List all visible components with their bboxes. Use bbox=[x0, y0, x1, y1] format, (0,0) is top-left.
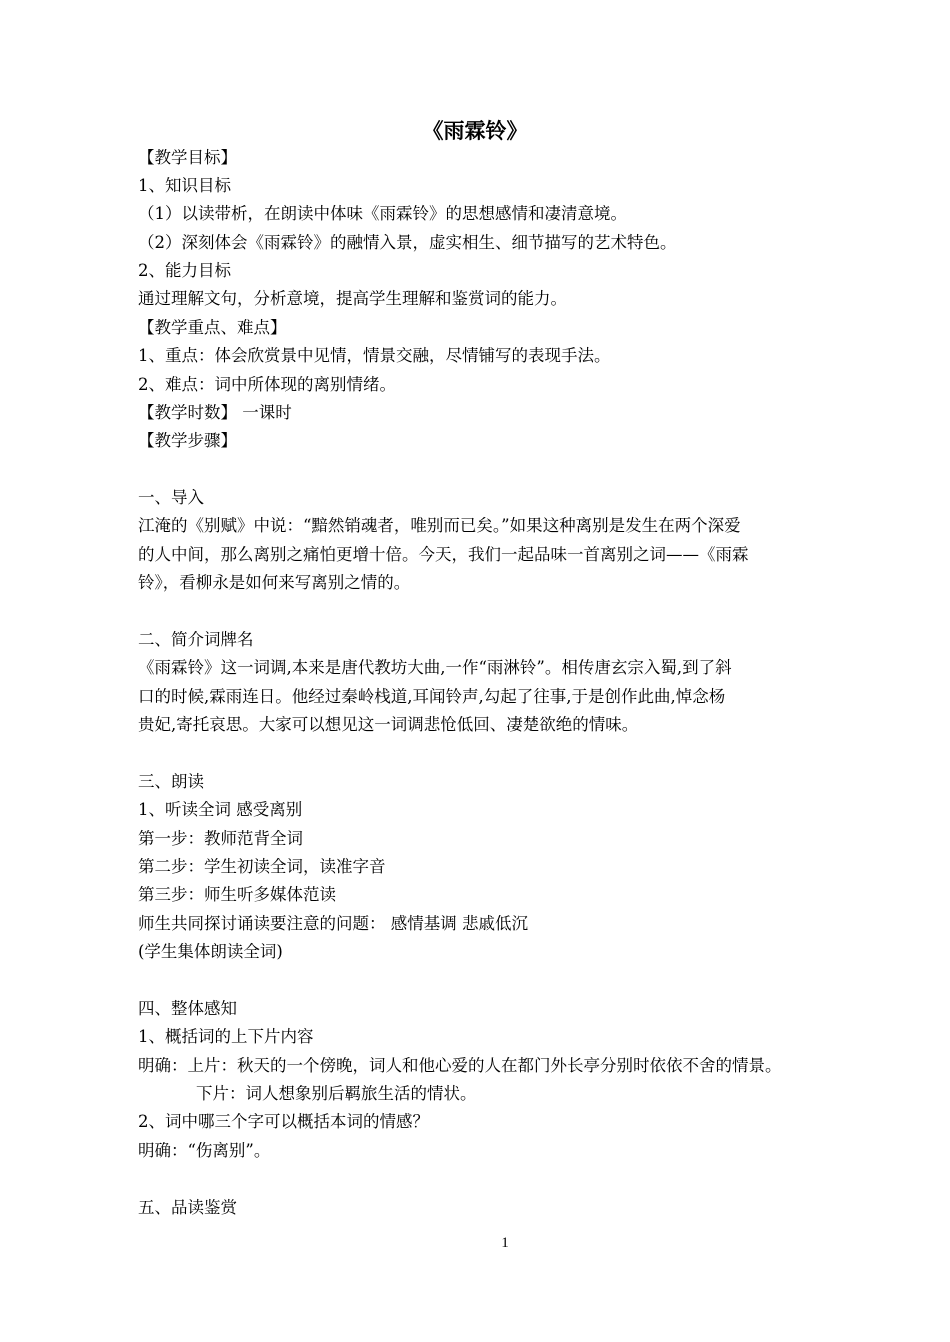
page-number: 1 bbox=[501, 1235, 509, 1251]
perception-item-2: 2、词中哪三个字可以概括本词的情感？ bbox=[138, 1112, 429, 1131]
section-heading-overall-perception: 四、整体感知 bbox=[138, 999, 237, 1018]
reading-step-1: 第一步：教师范背全词 bbox=[138, 829, 303, 848]
reading-group-note: (学生集体朗读全词) bbox=[138, 942, 283, 961]
perception-answer-upper: 明确：上片：秋天的一个傍晚，词人和他心爱的人在都门外长亭分别时依依不舍的情景。 bbox=[138, 1056, 782, 1075]
subheading-ability-objectives: 2、能力目标 bbox=[138, 261, 231, 280]
section-heading-reading: 三、朗读 bbox=[138, 772, 204, 791]
heading-class-hours: 【教学时数】 一课时 bbox=[138, 403, 292, 422]
cipai-paragraph-line-2: 口的时候,霖雨连日。他经过秦岭栈道,耳闻铃声,勾起了往事,于是创作此曲,悼念杨 bbox=[138, 687, 726, 706]
heading-key-points: 【教学重点、难点】 bbox=[138, 318, 287, 337]
section-heading-cipai: 二、简介词牌名 bbox=[138, 630, 254, 649]
reading-step-2: 第二步：学生初读全词，读准字音 bbox=[138, 857, 386, 876]
section-heading-appreciation: 五、品读鉴赏 bbox=[138, 1198, 237, 1217]
cipai-paragraph-line-1: 《雨霖铃》这一词调,本来是唐代教坊大曲,一作“雨淋铃”。相传唐玄宗入蜀,到了斜 bbox=[138, 658, 732, 677]
objective-item-2: （2）深刻体会《雨霖铃》的融情入景，虚实相生、细节描写的艺术特色。 bbox=[138, 233, 677, 252]
cipai-paragraph-line-3: 贵妃,寄托哀思。大家可以想见这一词调悲怆低回、凄楚欲绝的情味。 bbox=[138, 715, 639, 734]
reading-discussion: 师生共同探讨诵读要注意的问题： 感情基调 悲戚低沉 bbox=[138, 914, 528, 933]
introduction-paragraph-line-2: 的人中间，那么离别之痛怕更增十倍。今天，我们一起品味一首离别之词——《雨霖 bbox=[138, 545, 749, 564]
section-heading-introduction: 一、导入 bbox=[138, 488, 204, 507]
difficulty-item: 2、难点：词中所体现的离别情绪。 bbox=[138, 375, 396, 394]
objective-item-1: （1）以读带析，在朗读中体味《雨霖铃》的思想感情和凄清意境。 bbox=[138, 204, 627, 223]
heading-teaching-steps: 【教学步骤】 bbox=[138, 431, 237, 450]
ability-objective-text: 通过理解文句，分析意境，提高学生理解和鉴赏词的能力。 bbox=[138, 289, 567, 308]
introduction-paragraph-line-3: 铃》，看柳永是如何来写离别之情的。 bbox=[138, 573, 411, 592]
perception-answer-lower: 下片：词人想象别后羁旅生活的情状。 bbox=[196, 1084, 477, 1103]
reading-step-3: 第三步：师生听多媒体范读 bbox=[138, 885, 336, 904]
perception-answer-2: 明确：“伤离别”。 bbox=[138, 1141, 271, 1160]
introduction-paragraph-line-1: 江淹的《别赋》中说：“黯然销魂者，唯别而已矣。”如果这种离别是发生在两个深爱 bbox=[138, 516, 741, 535]
heading-teaching-objectives: 【教学目标】 bbox=[138, 148, 237, 167]
key-point-item: 1、重点：体会欣赏景中见情，情景交融，尽情铺写的表现手法。 bbox=[138, 346, 611, 365]
document-title: 《雨霖铃》 bbox=[422, 119, 528, 143]
subheading-knowledge-objectives: 1、知识目标 bbox=[138, 176, 231, 195]
perception-item-1: 1、概括词的上下片内容 bbox=[138, 1027, 314, 1046]
reading-item-listen: 1、听读全词 感受离别 bbox=[138, 800, 303, 819]
